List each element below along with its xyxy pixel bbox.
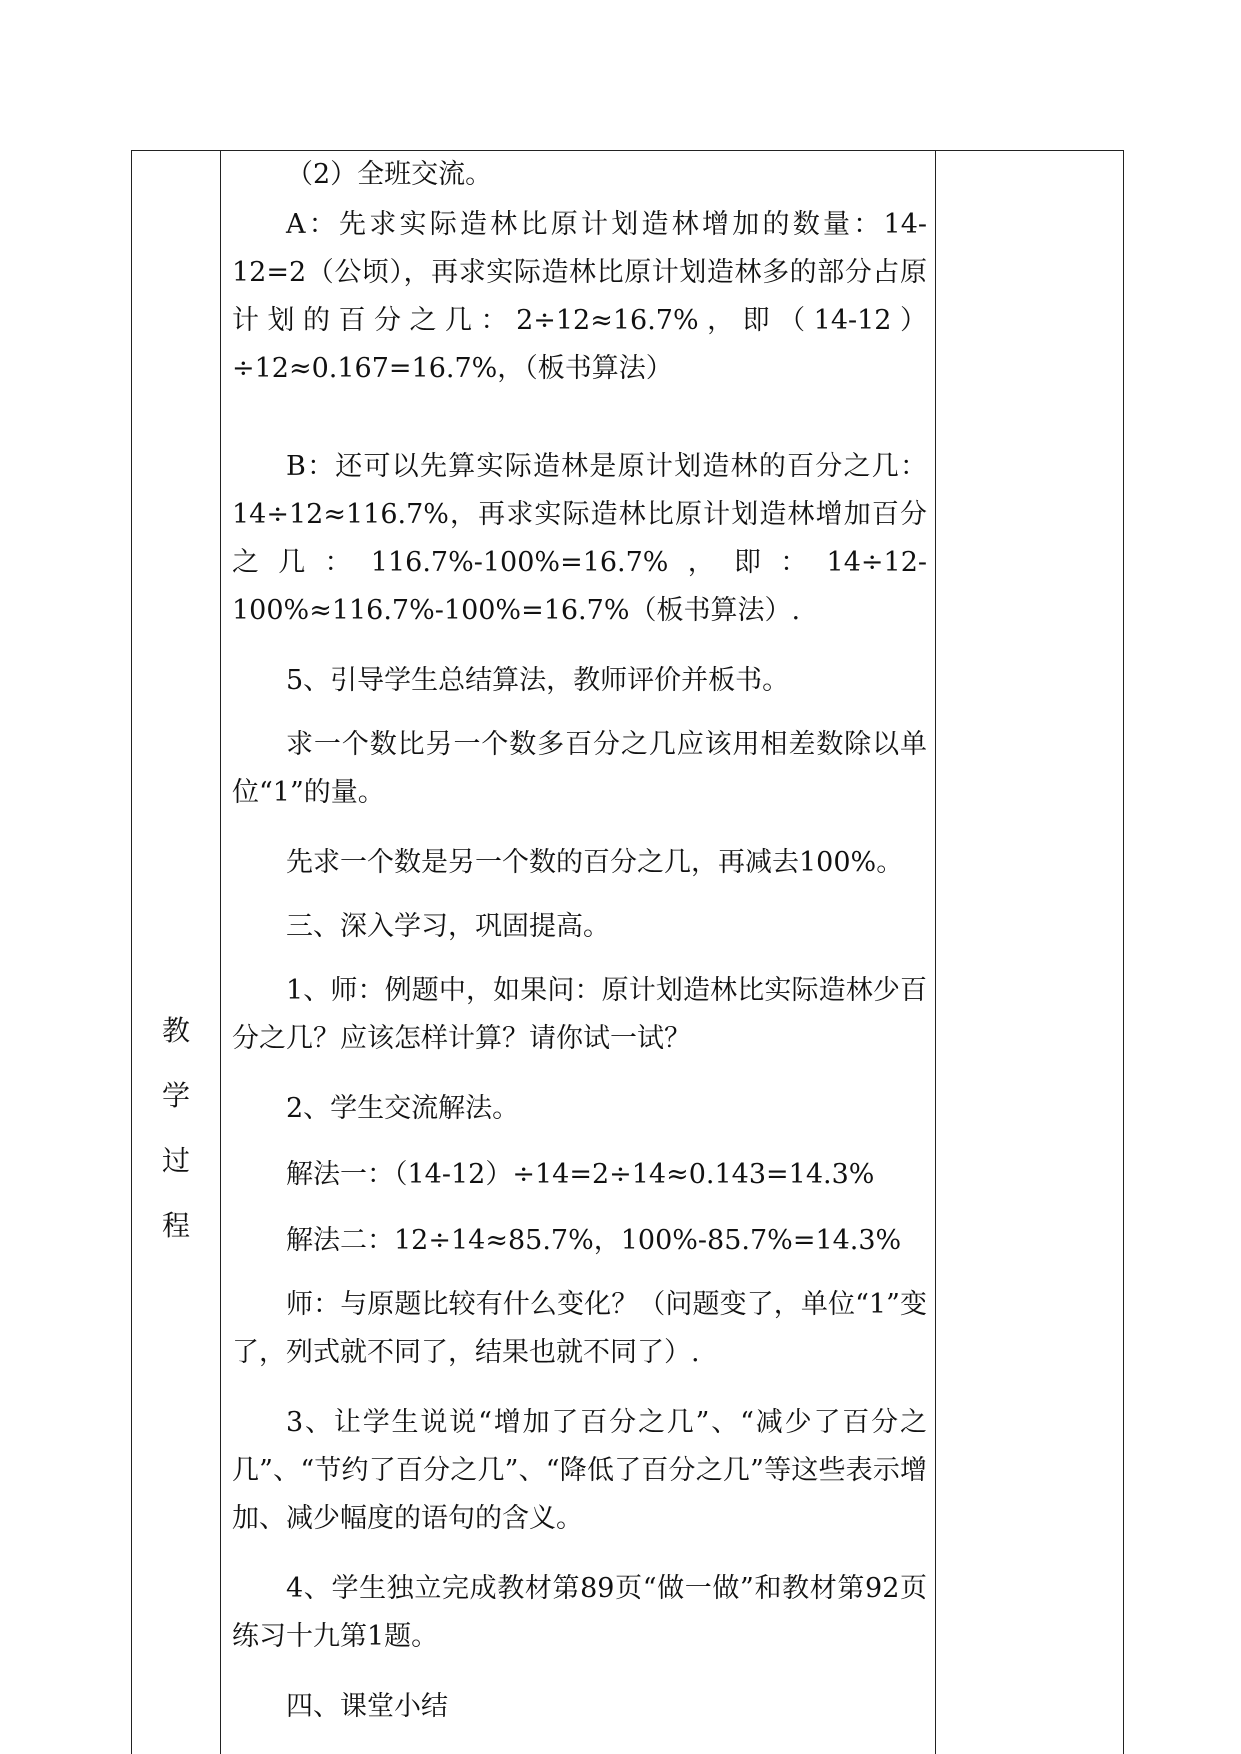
paragraph-section-three: 三、深入学习，巩固提高。 [286,911,610,942]
column-divider-right [935,151,936,1754]
paragraph-question-two: 2、学生交流解法。 [286,1093,520,1124]
lesson-plan-table [131,150,1124,1754]
paragraph-rule-one: 求一个数比另一个数多百分之几应该用相差数除以单位“1”的量。 [232,729,927,808]
section-label-teaching-process [132,1006,220,1266]
paragraph-summary-step: 5、引导学生总结算法，教师评价并板书。 [286,665,790,696]
paragraph-teacher-comparison: 师：与原题比较有什么变化？（问题变了，单位“1”变了，列式就不同了，结果也就不同了）. [232,1289,927,1368]
paragraph-solution-two: 解法二：12÷14≈85.7%，100%-85.7%=14.3% [286,1225,902,1256]
paragraph-method-a: A：先求实际造林比原计划造林增加的数量：14-12=2（公顷），再求实际造林比原计划造林多的部分占原计划的百分之几：2÷12≈16.7%，即（14-12）÷12≈0.167=16.7%，（板书算法） [232,209,927,384]
paragraph-rule-two: 先求一个数是另一个数的百分之几，再减去100%。 [286,847,904,878]
section-label-char: 过 [161,1144,190,1177]
paragraph-solution-one: 解法一：（14-12）÷14=2÷14≈0.143=14.3% [286,1159,875,1190]
section-label-char: 程 [161,1209,190,1242]
column-divider-left [220,151,221,1754]
paragraph-question-three: 3、让学生说说“增加了百分之几”、“减少了百分之几”、“节约了百分之几”、“降低了百分之几”等这些表示增加、减少幅度的语句的含义。 [232,1407,927,1534]
paragraph-class-discussion: （2）全班交流。 [286,159,493,190]
section-label-char: 教 [161,1014,190,1047]
paragraph-question-one: 1、师：例题中，如果问：原计划造林比实际造林少百分之几？应该怎样计算？请你试一试？ [232,975,927,1054]
paragraph-question-four: 4、学生独立完成教材第89页“做一做”和教材第92页练习十九第1题。 [232,1573,927,1652]
section-label-char: 学 [161,1079,190,1112]
paragraph-section-four: 四、课堂小结 [286,1691,448,1722]
paragraph-method-b: B：还可以先算实际造林是原计划造林的百分之几：14÷12≈116.7%，再求实际造林比原计划造林增加百分之几：116.7%-100%=16.7%，即：14÷12-100%≈116.7%-100%=16.7%（板书算法）. [232,451,927,626]
